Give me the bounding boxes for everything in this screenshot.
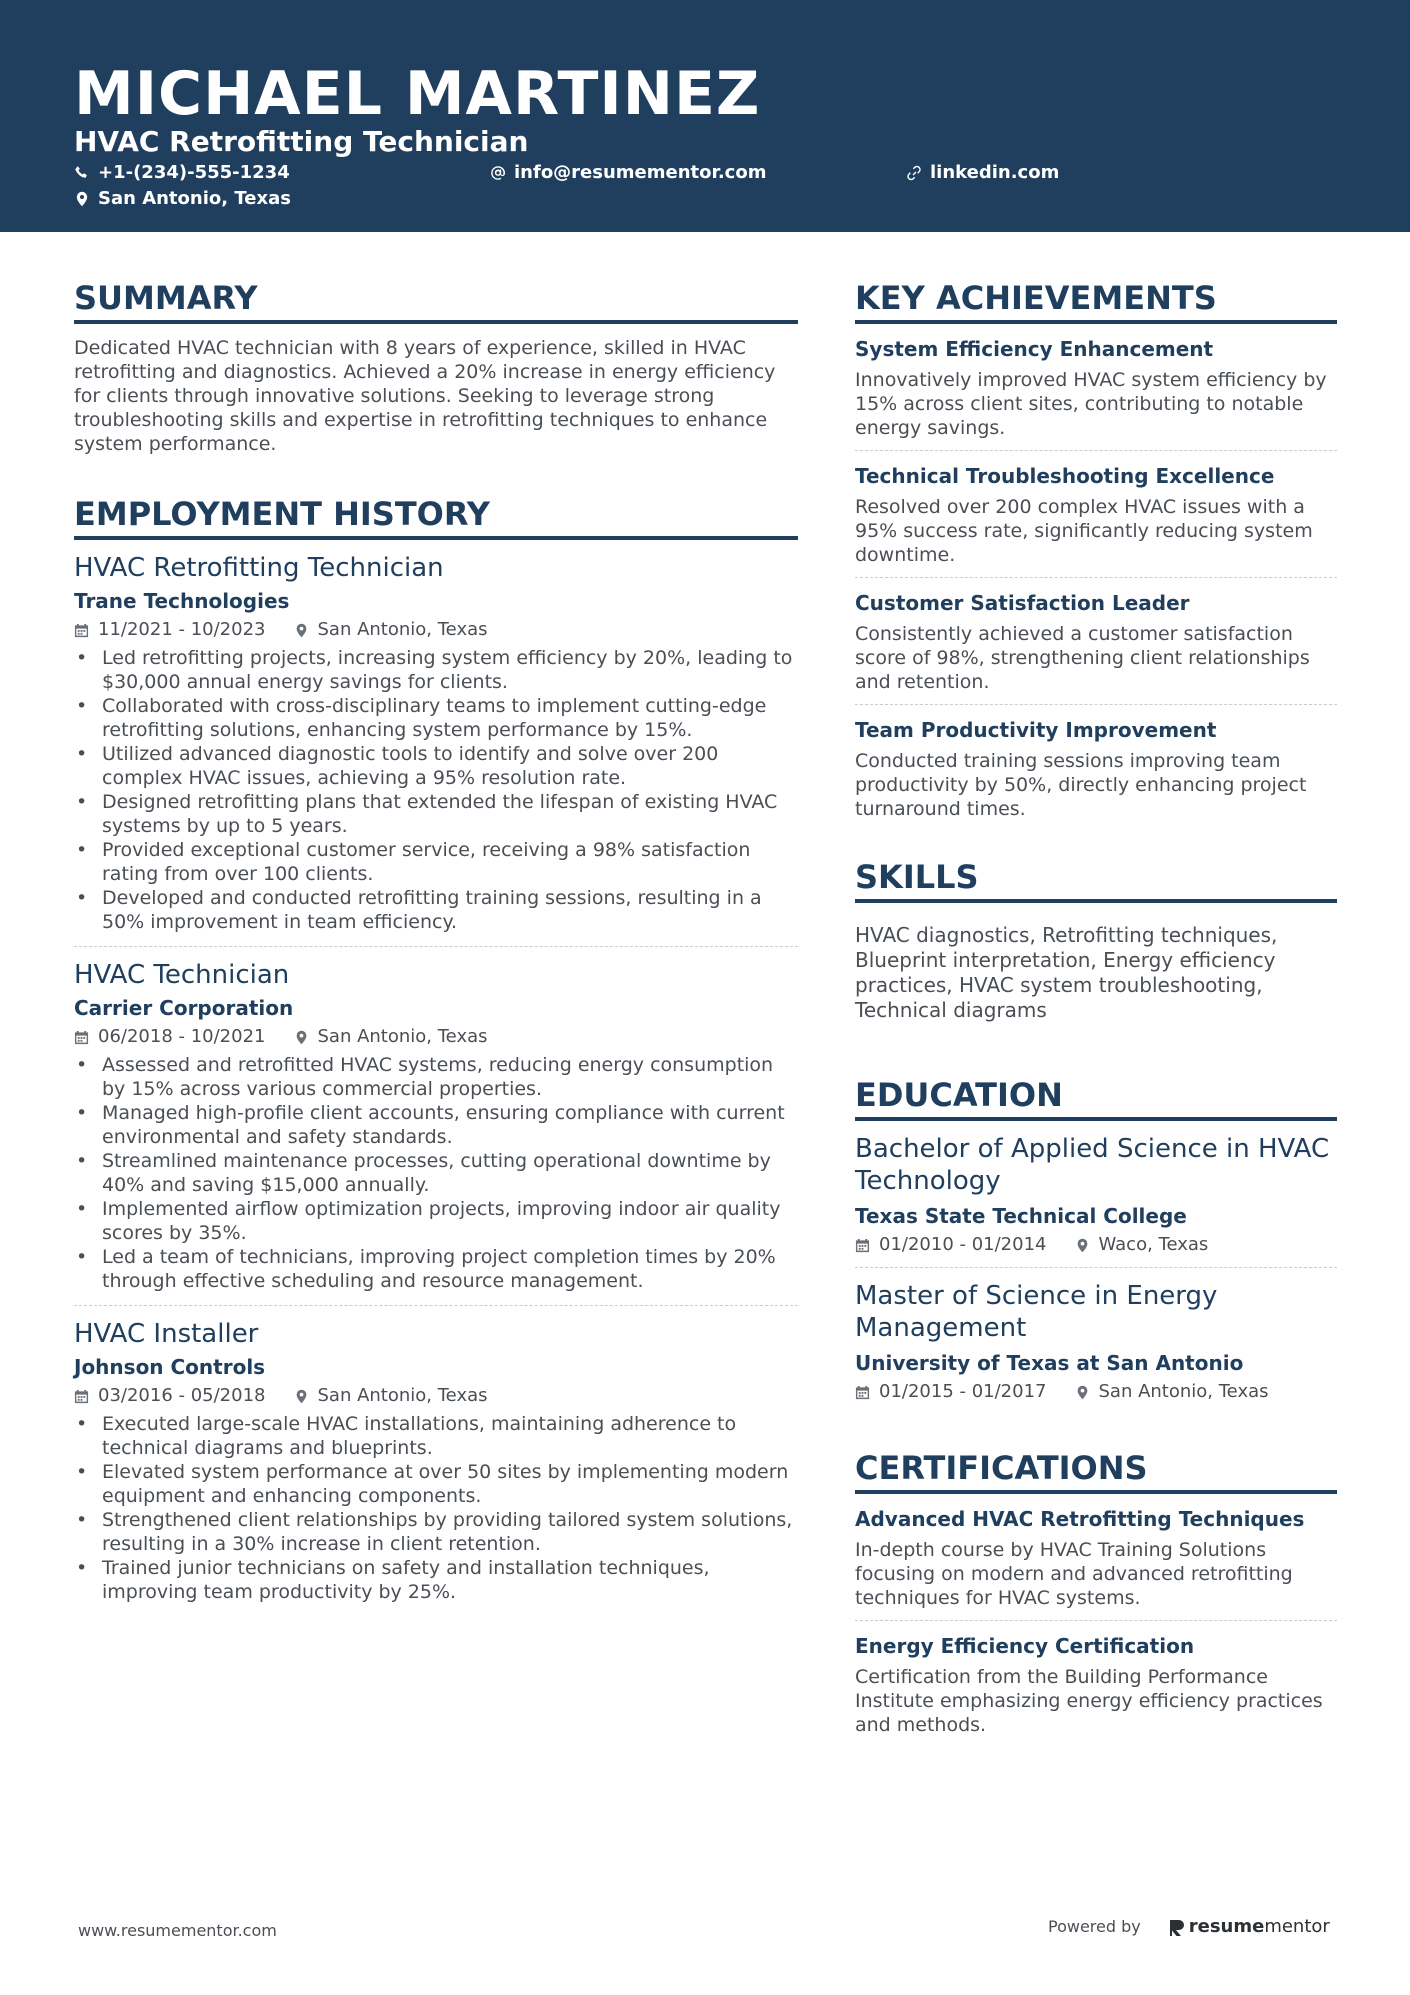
employment-section [74, 494, 798, 1616]
skills-text: HVAC diagnostics, Retrofitting techniques, Blueprint interpretation, Energy efficiency practices, HVAC system troubleshooting, Technical diagrams [855, 923, 1278, 1022]
job-location-text: San Antonio, Texas [317, 619, 488, 640]
job-bullet: • Developed and conducted retrofitting training sessions, resulting in a 50% improvement in team efficiency. [74, 886, 798, 934]
location-pin-icon [1075, 1238, 1090, 1253]
education-location-text: San Antonio, Texas [1098, 1381, 1269, 1402]
job-bullet: • Utilized advanced diagnostic tools to identify and solve over 200 complex HVAC issues, achieving a 95% resolution rate. [74, 742, 798, 790]
candidate-title: HVAC Retrofitting Technician [74, 125, 529, 158]
resumementor-logo-icon [1169, 1917, 1185, 1937]
education-location-text: Waco, Texas [1098, 1234, 1209, 1255]
achievement-item [855, 578, 1337, 705]
achievement-title: Customer Satisfaction Leader [855, 591, 1190, 615]
achievement-title: System Efficiency Enhancement [855, 337, 1214, 361]
powered-by-text: Powered by [1048, 1917, 1141, 1936]
phone-text: +1-(234)-555-1234 [98, 162, 290, 183]
candidate-name: MICHAEL MARTINEZ [74, 59, 761, 129]
brand-logo[interactable] [1169, 1916, 1330, 1937]
right-column [855, 278, 1337, 1747]
job-bullet: • Trained junior technicians on safety and installation techniques, improving team productivity by 25%. [74, 1556, 798, 1604]
job-bullet: • Assessed and retrofitted HVAC systems, reducing energy consumption by 15% across various commercial properties. [74, 1053, 798, 1101]
job-location [294, 618, 488, 642]
education-degree: Master of Science in Energy Management [855, 1281, 1218, 1343]
job-dates: 03/2016 - 05/2018 [98, 1385, 266, 1406]
job-list [74, 540, 798, 1616]
job-entry [74, 1306, 798, 1616]
job-meta [74, 618, 798, 642]
contact-email[interactable] [490, 162, 766, 184]
summary-text: Dedicated HVAC technician with 8 years of experience, skilled in HVAC retrofitting and diagnostics. Achieved a 20% increase in energy efficiency for clients through innovative solutions. Seeking to leverage strong troubleshooting skills and expertise in retrofitting techniques to enhance system performance. [74, 337, 776, 455]
achievement-desc: Conducted training sessions improving team productivity by 50%, directly enhancing project turnaround times. [855, 750, 1307, 820]
skills-heading: SKILLS [855, 857, 1337, 903]
certification-title: Advanced HVAC Retrofitting Techniques [855, 1507, 1305, 1531]
education-school: Texas State Technical College [855, 1204, 1187, 1228]
job-bullet: • Led retrofitting projects, increasing system efficiency by 20%, leading to $30,000 annual energy savings for clients. [74, 646, 798, 694]
contact-phone[interactable] [74, 162, 290, 184]
education-heading: EDUCATION [855, 1075, 1337, 1121]
calendar-icon [74, 1389, 89, 1404]
education-degree: Bachelor of Applied Science in HVAC Technology [855, 1134, 1330, 1196]
linkedin-text: linkedin.com [930, 162, 1060, 183]
footer-website[interactable]: www.resumementor.com [78, 1921, 277, 1940]
brand-text-light: mentor [1264, 1916, 1330, 1937]
job-bullet: • Led a team of technicians, improving project completion times by 20% through effective scheduling and resource management. [74, 1245, 798, 1293]
location-pin-icon [1075, 1385, 1090, 1400]
achievement-title: Technical Troubleshooting Excellence [855, 464, 1275, 488]
job-bullet: • Elevated system performance at over 50 sites by implementing modern equipment and enhancing components. [74, 1460, 798, 1508]
at-icon [490, 165, 506, 181]
job-bullet: • Managed high-profile client accounts, ensuring compliance with current environmental and safety standards. [74, 1101, 798, 1149]
job-company: Carrier Corporation [74, 996, 294, 1020]
job-bullets [74, 1053, 798, 1293]
achievement-title: Team Productivity Improvement [855, 718, 1217, 742]
education-list [855, 1121, 1337, 1414]
certification-item [855, 1621, 1337, 1747]
achievement-desc: Consistently achieved a customer satisfaction score of 98%, strengthening client relationships and retention. [855, 623, 1310, 693]
resume-header [0, 0, 1410, 232]
location-pin-icon [294, 1389, 309, 1404]
achievement-item [855, 451, 1337, 578]
calendar-icon [74, 623, 89, 638]
employment-heading: EMPLOYMENT HISTORY [74, 494, 798, 540]
achievement-item [855, 705, 1337, 831]
job-bullet: • Collaborated with cross-disciplinary teams to implement cutting-edge retrofitting solutions, enhancing system performance by 15%. [74, 694, 798, 742]
job-company: Johnson Controls [74, 1355, 266, 1379]
location-pin-icon [294, 1030, 309, 1045]
left-column [74, 278, 798, 1616]
email-text: info@resumementor.com [514, 162, 767, 183]
education-dates: 01/2010 - 01/2014 [879, 1234, 1047, 1255]
calendar-icon [855, 1385, 870, 1400]
achievement-desc: Resolved over 200 complex HVAC issues with a 95% success rate, significantly reducing system downtime. [855, 496, 1313, 566]
education-location [1075, 1380, 1269, 1404]
education-meta [855, 1380, 1337, 1404]
achievements-heading: KEY ACHIEVEMENTS [855, 278, 1337, 324]
job-location [294, 1025, 488, 1049]
location-pin-icon [74, 191, 90, 207]
location-text: San Antonio, Texas [98, 188, 291, 209]
education-dates: 01/2015 - 01/2017 [879, 1381, 1047, 1402]
job-location-text: San Antonio, Texas [317, 1026, 488, 1047]
link-icon [906, 165, 922, 181]
job-bullets [74, 646, 798, 934]
education-item [855, 1268, 1337, 1414]
education-location [1075, 1233, 1209, 1257]
achievements-section [855, 278, 1337, 831]
education-section [855, 1075, 1337, 1414]
job-meta [74, 1384, 798, 1408]
job-bullet: • Implemented airflow optimization projects, improving indoor air quality scores by 35%. [74, 1197, 798, 1245]
job-dates: 06/2018 - 10/2021 [98, 1026, 266, 1047]
job-meta [74, 1025, 798, 1049]
job-location-text: San Antonio, Texas [317, 1385, 488, 1406]
phone-icon [74, 165, 90, 181]
job-dates: 11/2021 - 10/2023 [98, 619, 266, 640]
job-role: HVAC Installer [74, 1319, 259, 1349]
job-role: HVAC Technician [74, 960, 290, 990]
certification-item [855, 1494, 1337, 1621]
achievement-desc: Innovatively improved HVAC system efficiency by 15% across client sites, contributing to notable energy savings. [855, 369, 1327, 439]
footer-branding [1048, 1916, 1330, 1937]
certification-list [855, 1494, 1337, 1747]
contact-location [74, 188, 291, 210]
job-bullet: • Provided exceptional customer service, receiving a 98% satisfaction rating from over 100 clients. [74, 838, 798, 886]
education-meta [855, 1233, 1337, 1257]
location-pin-icon [294, 623, 309, 638]
certifications-section [855, 1448, 1337, 1747]
achievement-list [855, 324, 1337, 831]
calendar-icon [74, 1030, 89, 1045]
contact-linkedin[interactable] [906, 162, 1059, 184]
certifications-heading: CERTIFICATIONS [855, 1448, 1337, 1494]
job-company: Trane Technologies [74, 589, 290, 613]
job-entry [74, 947, 798, 1306]
job-bullet: • Strengthened client relationships by providing tailored system solutions, resulting in a 30% increase in client retention. [74, 1508, 798, 1556]
brand-text-bold: resume [1188, 1916, 1265, 1937]
education-item [855, 1121, 1337, 1268]
certification-desc: In-depth course by HVAC Training Solutions focusing on modern and advanced retrofitting techniques for HVAC systems. [855, 1539, 1293, 1609]
certification-desc: Certification from the Building Performance Institute emphasizing energy efficiency practices and methods. [855, 1666, 1323, 1736]
job-role: HVAC Retrofitting Technician [74, 553, 444, 583]
summary-heading: SUMMARY [74, 278, 798, 324]
calendar-icon [855, 1238, 870, 1253]
skills-section [855, 857, 1337, 1023]
job-location [294, 1384, 488, 1408]
job-bullets [74, 1412, 798, 1604]
certification-title: Energy Efficiency Certification [855, 1634, 1195, 1658]
job-entry [74, 540, 798, 947]
job-bullet: • Designed retrofitting plans that extended the lifespan of existing HVAC systems by up to 5 years. [74, 790, 798, 838]
job-bullet: • Executed large-scale HVAC installations, maintaining adherence to technical diagrams and blueprints. [74, 1412, 798, 1460]
achievement-item [855, 324, 1337, 451]
summary-section [74, 278, 798, 456]
job-bullet: • Streamlined maintenance processes, cutting operational downtime by 40% and saving $15,000 annually. [74, 1149, 798, 1197]
education-school: University of Texas at San Antonio [855, 1351, 1244, 1375]
